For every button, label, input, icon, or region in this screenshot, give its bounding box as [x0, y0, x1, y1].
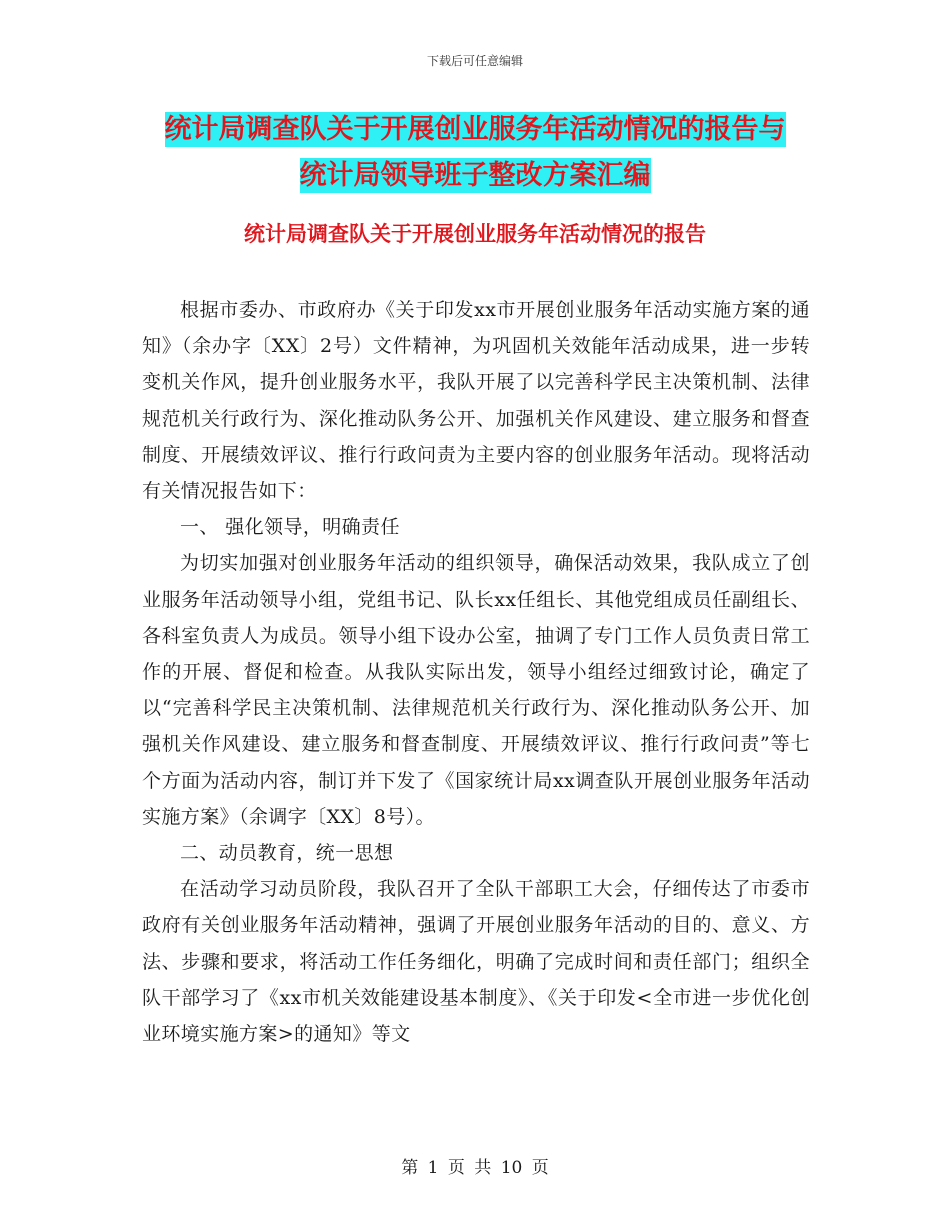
header-note: 下载后可任意编辑 — [426, 54, 523, 68]
main-title-line-2: 统计局领导班子整改方案汇编 — [299, 160, 651, 191]
body-text — [142, 292, 810, 1052]
main-title-line-1: 统计局调查队关于开展创业服务年活动情况的报告与 — [164, 114, 786, 145]
page-number-footer: 第 1 页 共 10 页 — [401, 1158, 549, 1178]
document-main-title — [80, 107, 870, 199]
paragraph-section-1: 为切实加强对创业服务年活动的组织领导，确保活动效果，我队成立了创业服务年活动领导小组，党组书记、队长xx任组长、其他党组成员任副组长、各科室负责人为成员。领导小组下设办公室，抽调了专门工作人员负责日常工作的开展、督促和检查。从我队实际出发，领导小组经过细致讨论，确定了以“完善科学民主决策机制、法律规范机关行政行为、深化推动队务公开、加强机关作风建设、建立服务和督查制度、开展绩效评议、推行行政问责”等七个方面为活动内容，制订并下发了《国家统计局xx调查队开展创业服务年活动实施方案》（余调字〔XX〕8号）。 — [142, 552, 810, 828]
paragraph-section-2: 在活动学习动员阶段，我队召开了全队干部职工大会，仔细传达了市委市政府有关创业服务年活动精神，强调了开展创业服务年活动的目的、意义、方法、步骤和要求，将活动工作任务细化，明确了完成时间和责任部门；组织全队干部学习了《xx市机关效能建设基本制度》、《关于印发<全市进一步优化创业环境实施方案>的通知》等文 — [142, 878, 810, 1046]
section-title: 统计局调查队关于开展创业服务年活动情况的报告 — [244, 222, 706, 246]
paragraph-intro: 根据市委办、市政府办《关于印发xx市开展创业服务年活动实施方案的通知》（余办字〔XX〕2号）文件精神，为巩固机关效能年活动成果，进一步转变机关作风，提升创业服务水平，我队开展了以完善科学民主决策机制、法律规范机关行政行为、深化推动队务公开、加强机关作风建设、建立服务和督查制度、开展绩效评议、推行行政问责为主要内容的创业服务年活动。现将活动有关情况报告如下： — [142, 299, 810, 503]
heading-section-2: 二、动员教育，统一思想 — [180, 842, 394, 865]
heading-section-1: 一、 强化领导，明确责任 — [180, 516, 400, 539]
